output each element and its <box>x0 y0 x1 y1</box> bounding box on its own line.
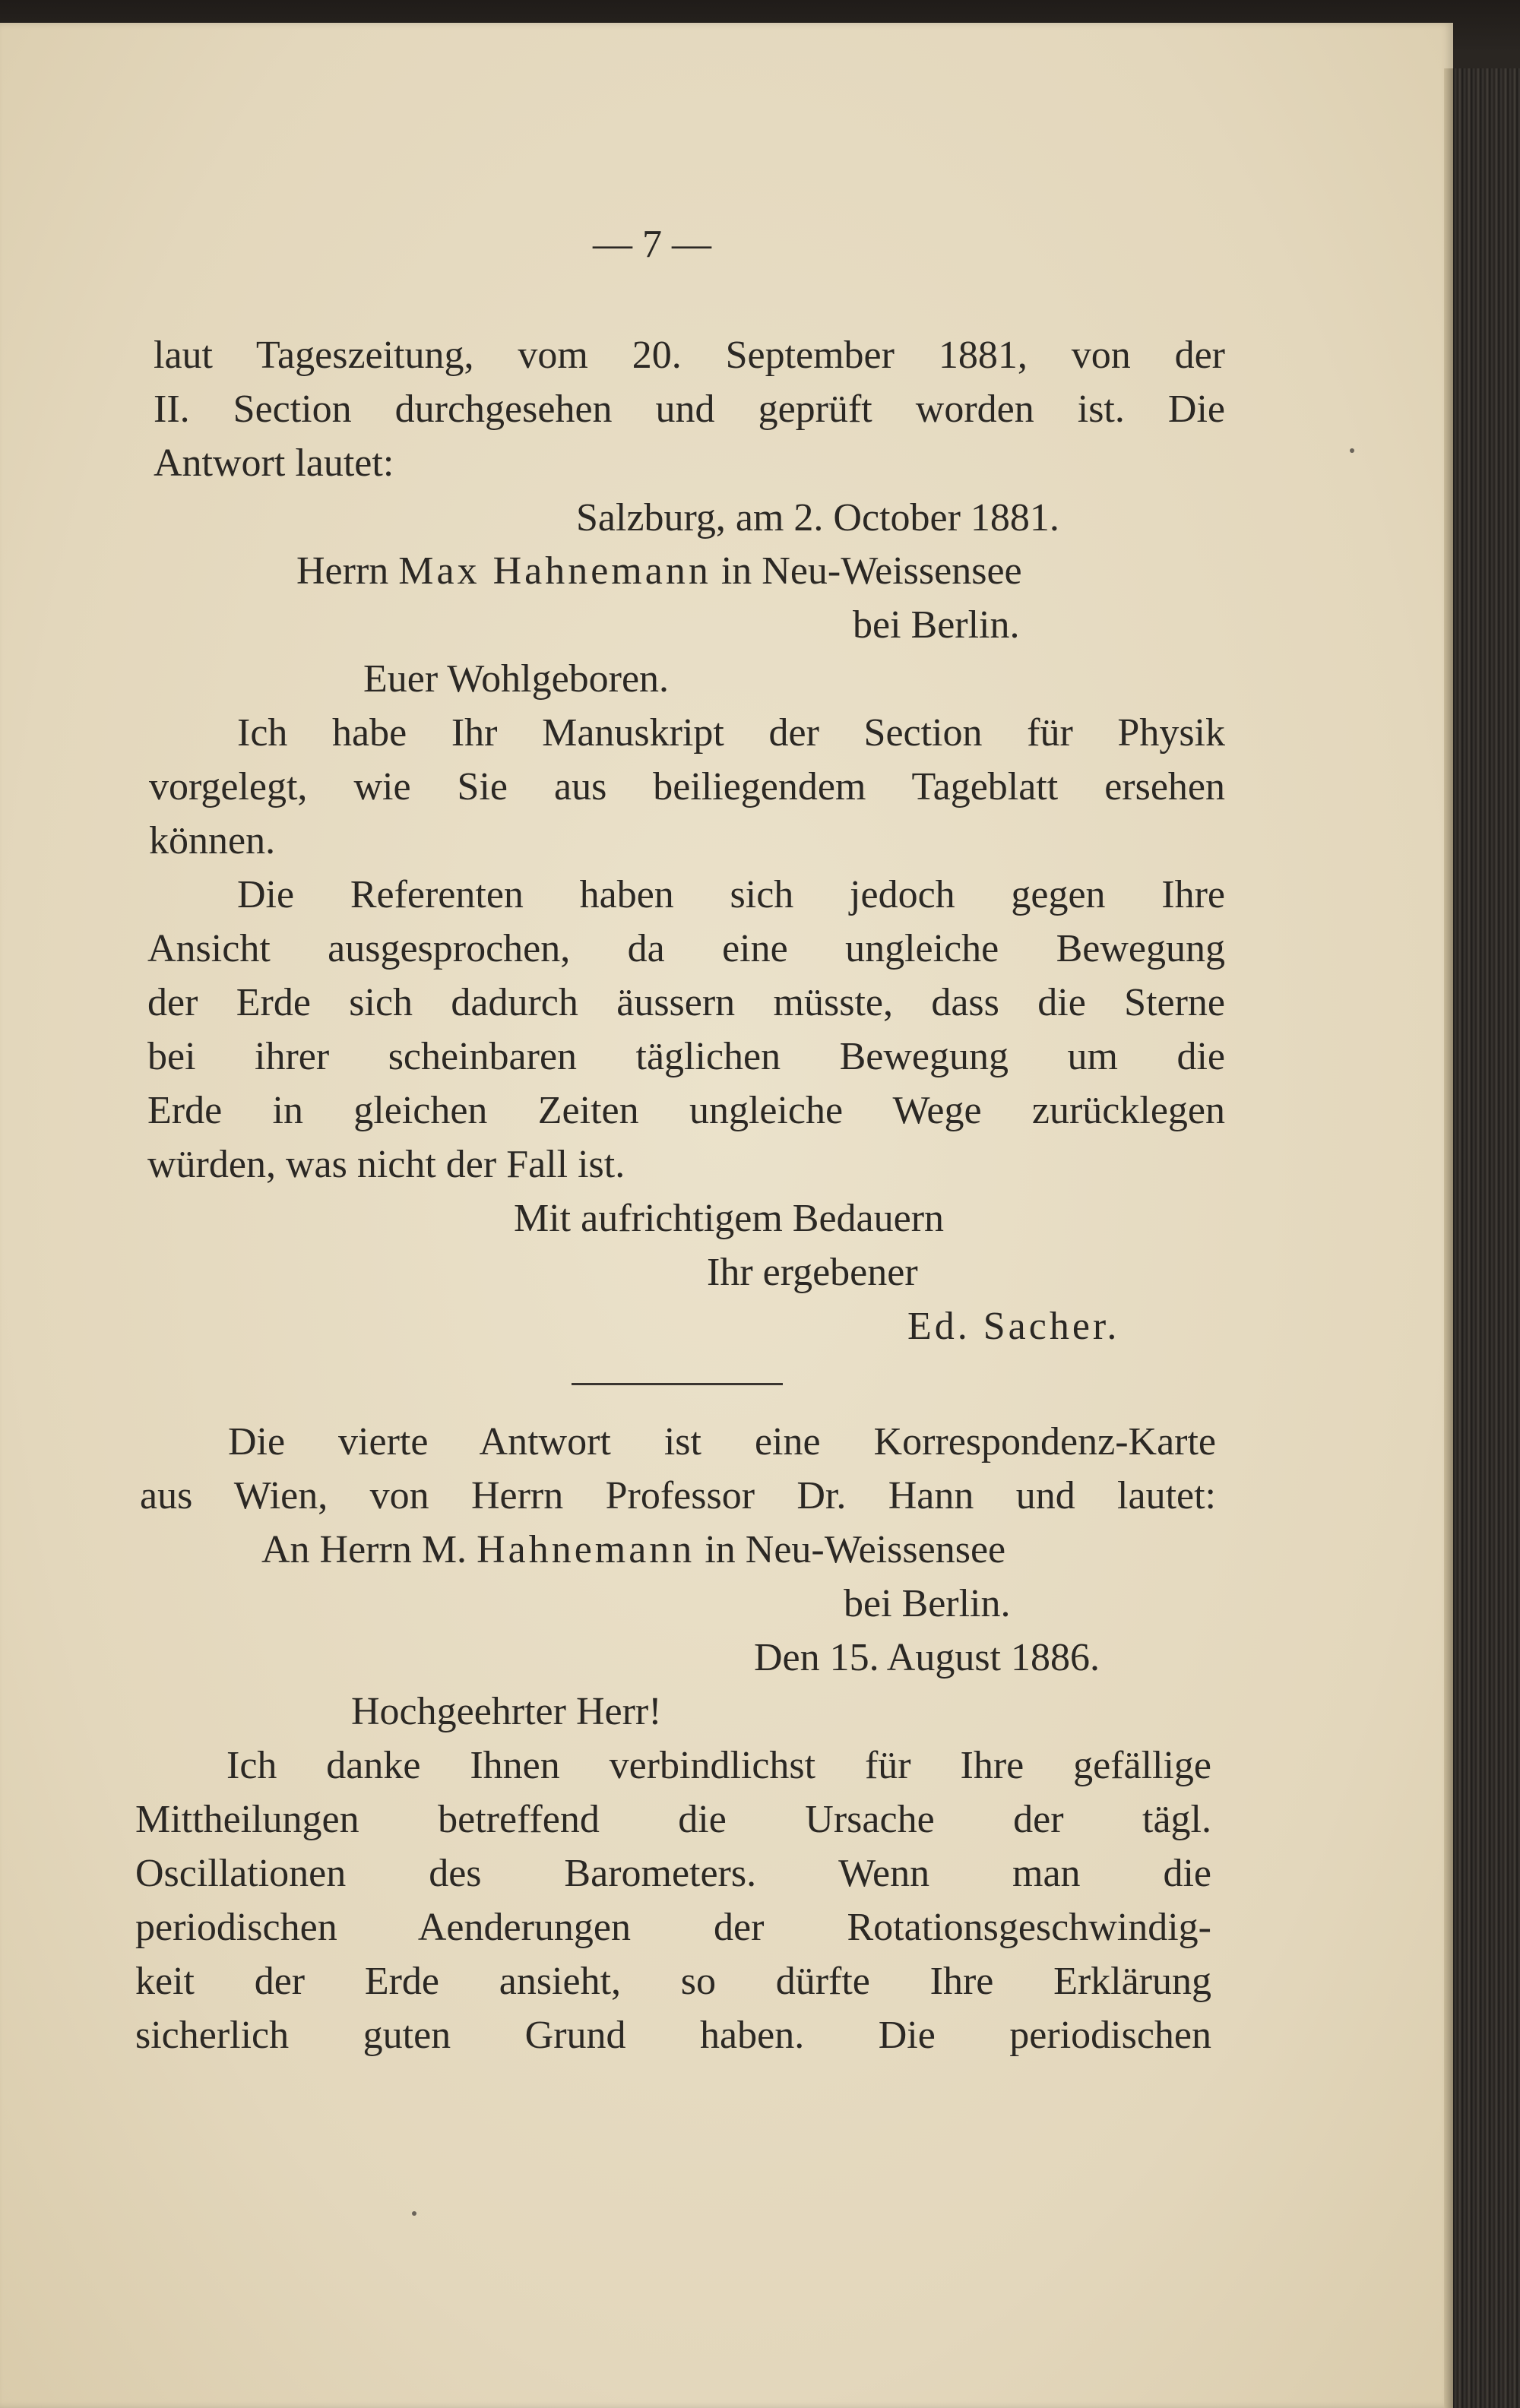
card-addressee: An Herrn M. Hahnemann in Neu-Weissensee <box>261 1528 1006 1571</box>
text-line: bei Berlin. <box>844 1582 1011 1625</box>
section-divider <box>572 1383 783 1385</box>
addressee-name: Hahnemann <box>477 1528 695 1571</box>
text-line: Ansicht ausgesprochen, da eine ungleiche Bewegung <box>147 927 1225 970</box>
text-line: Oscillationen des Barometers. Wenn man die <box>135 1852 1211 1895</box>
text-line: Ich habe Ihr Manuskript der Section für Physik <box>237 711 1225 755</box>
text-line: Die vierte Antwort ist eine Korrespondenz-Karte <box>228 1420 1216 1463</box>
text-line: II. Section durchgesehen und geprüft worden ist. Die <box>154 388 1225 431</box>
text-line: vorgelegt, wie Sie aus beiliegendem Tageblatt ersehen <box>149 765 1225 808</box>
text-line: Antwort lautet: <box>154 441 394 485</box>
letter-salutation: Euer Wohlgeboren. <box>363 657 670 701</box>
text-line: Die Referenten haben sich jedoch gegen Ihre <box>237 873 1225 916</box>
letter-signature: Ed. Sacher. <box>907 1305 1120 1348</box>
text-line: bei Berlin. <box>853 603 1020 647</box>
text-line: der Erde sich dadurch äussern müsste, dass die Sterne <box>147 981 1225 1024</box>
paper-speck <box>412 2211 416 2216</box>
letter-date: Salzburg, am 2. October 1881. <box>576 496 1059 540</box>
text-line: keit der Erde ansieht, so dürfte Ihre Erklärung <box>135 1960 1211 2003</box>
text-line: würden, was nicht der Fall ist. <box>147 1143 625 1186</box>
card-date: Den 15. August 1886. <box>754 1636 1100 1679</box>
text-line: Mittheilungen betreffend die Ursache der tägl. <box>135 1798 1211 1841</box>
letter-closing: Ihr ergebener <box>707 1251 918 1294</box>
text-line: sicherlich guten Grund haben. Die periodischen <box>135 2014 1211 2057</box>
text-line: können. <box>149 819 276 862</box>
card-salutation: Hochgeehrter Herr! <box>351 1690 662 1733</box>
text-line: laut Tageszeitung, vom 20. September 1881, von der <box>154 334 1225 377</box>
text-line: bei ihrer scheinbaren täglichen Bewegung um die <box>147 1035 1225 1078</box>
text-line: Erde in gleichen Zeiten ungleiche Wege zurücklegen <box>147 1089 1225 1132</box>
book-page <box>0 23 1453 2408</box>
paper-speck <box>1350 448 1354 453</box>
book-binding <box>1453 68 1520 2408</box>
letter-closing: Mit aufrichtigem Bedauern <box>514 1197 945 1240</box>
addressee-name: Max Hahnemann <box>398 549 711 593</box>
letter-addressee: Herrn Max Hahnemann in Neu-Weissensee <box>296 549 1022 593</box>
text-line: Ich danke Ihnen verbindlichst für Ihre gefällige <box>226 1744 1211 1787</box>
page-number: — 7 — <box>593 223 711 266</box>
text-line: aus Wien, von Herrn Professor Dr. Hann und lautet: <box>140 1474 1216 1517</box>
text-line: periodischen Aenderungen der Rotationsgeschwindig- <box>135 1906 1211 1949</box>
